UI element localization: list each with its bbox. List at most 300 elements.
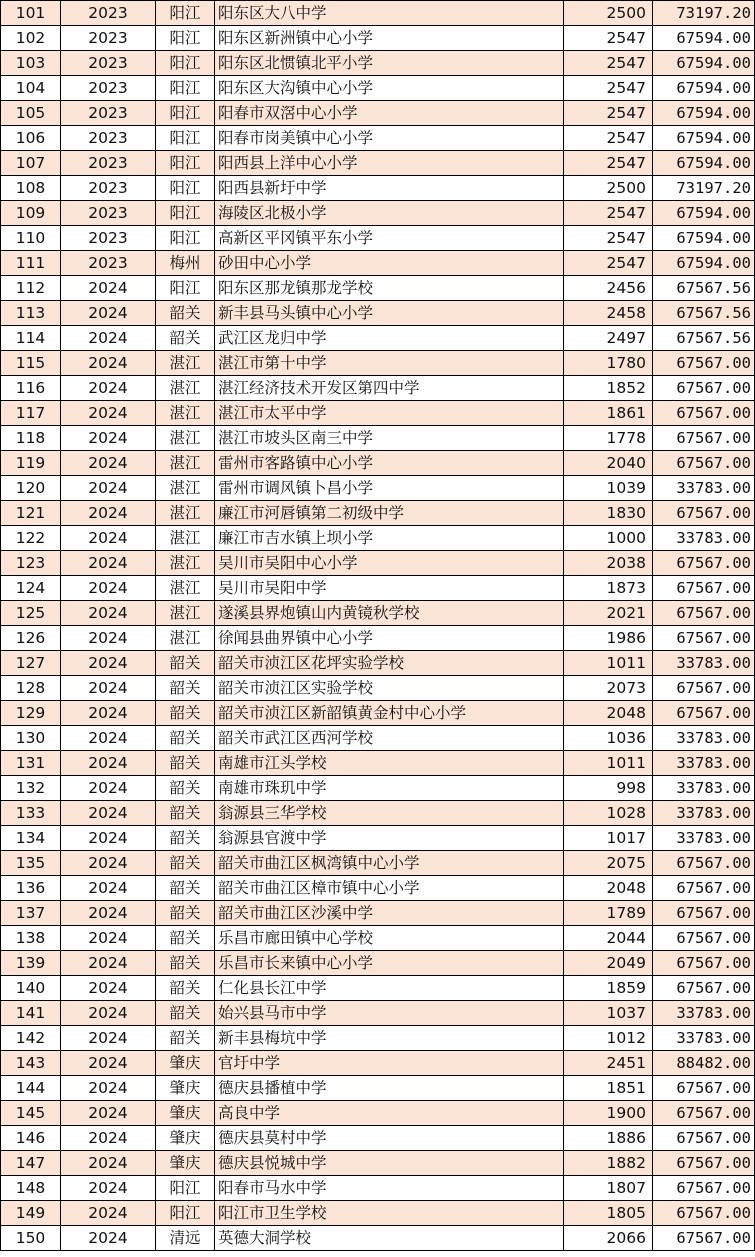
table-row — [1, 1176, 755, 1201]
amount-cell: 67594.00 — [653, 126, 755, 151]
row-index-cell: 140 — [1, 976, 61, 1001]
school-name-cell: 湛江市太平中学 — [215, 401, 564, 426]
row-index-cell: 118 — [1, 426, 61, 451]
school-name-cell: 德庆县莫村中学 — [215, 1126, 564, 1151]
year-cell: 2024 — [61, 776, 156, 801]
row-index-cell: 109 — [1, 201, 61, 226]
table-row — [1, 351, 755, 376]
count-cell: 2500 — [564, 176, 653, 201]
table-row — [1, 876, 755, 901]
table-row — [1, 1201, 755, 1226]
city-cell: 韶关 — [156, 301, 215, 326]
amount-cell: 33783.00 — [653, 476, 755, 501]
table-row — [1, 726, 755, 751]
table-row — [1, 501, 755, 526]
count-cell: 2066 — [564, 1226, 653, 1251]
city-cell: 韶关 — [156, 976, 215, 1001]
count-cell: 2038 — [564, 551, 653, 576]
row-index-cell: 113 — [1, 301, 61, 326]
amount-cell: 67567.00 — [653, 601, 755, 626]
row-index-cell: 107 — [1, 151, 61, 176]
row-index-cell: 115 — [1, 351, 61, 376]
year-cell: 2024 — [61, 526, 156, 551]
table-row — [1, 1, 755, 26]
row-index-cell: 150 — [1, 1226, 61, 1251]
row-index-cell: 139 — [1, 951, 61, 976]
city-cell: 韶关 — [156, 676, 215, 701]
table-row — [1, 301, 755, 326]
count-cell: 1778 — [564, 426, 653, 451]
school-name-cell: 雷州市调风镇卜昌小学 — [215, 476, 564, 501]
amount-cell: 67567.00 — [653, 576, 755, 601]
amount-cell: 67567.00 — [653, 551, 755, 576]
count-cell: 1861 — [564, 401, 653, 426]
school-name-cell: 阳西县新圩中学 — [215, 176, 564, 201]
count-cell: 2075 — [564, 851, 653, 876]
count-cell: 1851 — [564, 1076, 653, 1101]
school-name-cell: 阳东区大八中学 — [215, 1, 564, 26]
count-cell: 998 — [564, 776, 653, 801]
amount-cell: 73197.20 — [653, 176, 755, 201]
city-cell: 阳江 — [156, 226, 215, 251]
row-index-cell: 136 — [1, 876, 61, 901]
year-cell: 2024 — [61, 1026, 156, 1051]
city-cell: 阳江 — [156, 51, 215, 76]
school-name-cell: 徐闻县曲界镇中心小学 — [215, 626, 564, 651]
city-cell: 韶关 — [156, 701, 215, 726]
city-cell: 阳江 — [156, 26, 215, 51]
city-cell: 肇庆 — [156, 1126, 215, 1151]
amount-cell: 33783.00 — [653, 651, 755, 676]
row-index-cell: 124 — [1, 576, 61, 601]
table-row — [1, 1051, 755, 1076]
city-cell: 湛江 — [156, 351, 215, 376]
count-cell: 2547 — [564, 251, 653, 276]
school-name-cell: 阳东区大沟镇中心小学 — [215, 76, 564, 101]
city-cell: 韶关 — [156, 876, 215, 901]
year-cell: 2024 — [61, 401, 156, 426]
count-cell: 1882 — [564, 1151, 653, 1176]
year-cell: 2024 — [61, 876, 156, 901]
table-row — [1, 126, 755, 151]
city-cell: 韶关 — [156, 751, 215, 776]
school-name-cell: 武江区龙归中学 — [215, 326, 564, 351]
school-name-cell: 韶关市武江区西河学校 — [215, 726, 564, 751]
table-row — [1, 326, 755, 351]
amount-cell: 67567.00 — [653, 951, 755, 976]
amount-cell: 67567.00 — [653, 1151, 755, 1176]
count-cell: 1017 — [564, 826, 653, 851]
year-cell: 2024 — [61, 1051, 156, 1076]
row-index-cell: 102 — [1, 26, 61, 51]
row-index-cell: 125 — [1, 601, 61, 626]
city-cell: 韶关 — [156, 326, 215, 351]
count-cell: 1986 — [564, 626, 653, 651]
row-index-cell: 138 — [1, 926, 61, 951]
amount-cell: 67567.00 — [653, 1126, 755, 1151]
row-index-cell: 128 — [1, 676, 61, 701]
table-row — [1, 26, 755, 51]
city-cell: 肇庆 — [156, 1101, 215, 1126]
amount-cell: 67567.00 — [653, 351, 755, 376]
year-cell: 2024 — [61, 651, 156, 676]
year-cell: 2024 — [61, 901, 156, 926]
city-cell: 湛江 — [156, 576, 215, 601]
table-row — [1, 176, 755, 201]
city-cell: 韶关 — [156, 851, 215, 876]
count-cell: 1011 — [564, 751, 653, 776]
city-cell: 湛江 — [156, 551, 215, 576]
row-index-cell: 108 — [1, 176, 61, 201]
year-cell: 2024 — [61, 426, 156, 451]
row-index-cell: 112 — [1, 276, 61, 301]
table-row — [1, 1226, 755, 1251]
row-index-cell: 144 — [1, 1076, 61, 1101]
table-row — [1, 1126, 755, 1151]
row-index-cell: 110 — [1, 226, 61, 251]
row-index-cell: 120 — [1, 476, 61, 501]
table-row — [1, 1001, 755, 1026]
school-name-cell: 德庆县悦城中学 — [215, 1151, 564, 1176]
amount-cell: 67567.00 — [653, 1226, 755, 1251]
count-cell: 1807 — [564, 1176, 653, 1201]
year-cell: 2024 — [61, 851, 156, 876]
school-name-cell: 吴川市吴阳中学 — [215, 576, 564, 601]
count-cell: 2451 — [564, 1051, 653, 1076]
school-name-cell: 德庆县播植中学 — [215, 1076, 564, 1101]
table-row — [1, 101, 755, 126]
table-row — [1, 851, 755, 876]
row-index-cell: 117 — [1, 401, 61, 426]
count-cell: 1789 — [564, 901, 653, 926]
amount-cell: 67567.56 — [653, 326, 755, 351]
row-index-cell: 142 — [1, 1026, 61, 1051]
school-name-cell: 南雄市珠玑中学 — [215, 776, 564, 801]
amount-cell: 67567.00 — [653, 851, 755, 876]
row-index-cell: 126 — [1, 626, 61, 651]
city-cell: 肇庆 — [156, 1076, 215, 1101]
school-name-cell: 仁化县长江中学 — [215, 976, 564, 1001]
count-cell: 1028 — [564, 801, 653, 826]
count-cell: 1805 — [564, 1201, 653, 1226]
amount-cell: 67567.00 — [653, 426, 755, 451]
city-cell: 湛江 — [156, 401, 215, 426]
count-cell: 2497 — [564, 326, 653, 351]
school-name-cell: 新丰县马头镇中心小学 — [215, 301, 564, 326]
city-cell: 湛江 — [156, 626, 215, 651]
year-cell: 2024 — [61, 451, 156, 476]
count-cell: 2547 — [564, 126, 653, 151]
school-name-cell: 阳春市马水中学 — [215, 1176, 564, 1201]
table-row — [1, 451, 755, 476]
table-row — [1, 426, 755, 451]
count-cell: 2547 — [564, 76, 653, 101]
school-name-cell: 高新区平冈镇平东小学 — [215, 226, 564, 251]
city-cell: 阳江 — [156, 101, 215, 126]
year-cell: 2024 — [61, 376, 156, 401]
school-name-cell: 湛江经济技术开发区第四中学 — [215, 376, 564, 401]
city-cell: 韶关 — [156, 1026, 215, 1051]
city-cell: 韶关 — [156, 651, 215, 676]
amount-cell: 67594.00 — [653, 251, 755, 276]
row-index-cell: 106 — [1, 126, 61, 151]
year-cell: 2023 — [61, 101, 156, 126]
table-row — [1, 1076, 755, 1101]
city-cell: 韶关 — [156, 951, 215, 976]
amount-cell: 33783.00 — [653, 776, 755, 801]
count-cell: 2547 — [564, 101, 653, 126]
count-cell: 1037 — [564, 1001, 653, 1026]
row-index-cell: 123 — [1, 551, 61, 576]
table-row — [1, 751, 755, 776]
amount-cell: 67594.00 — [653, 201, 755, 226]
count-cell: 1852 — [564, 376, 653, 401]
table-row — [1, 276, 755, 301]
city-cell: 湛江 — [156, 501, 215, 526]
year-cell: 2023 — [61, 76, 156, 101]
year-cell: 2024 — [61, 951, 156, 976]
table-row — [1, 76, 755, 101]
school-name-cell: 乐昌市长来镇中心小学 — [215, 951, 564, 976]
year-cell: 2024 — [61, 626, 156, 651]
city-cell: 阳江 — [156, 176, 215, 201]
year-cell: 2024 — [61, 501, 156, 526]
amount-cell: 67594.00 — [653, 76, 755, 101]
year-cell: 2024 — [61, 601, 156, 626]
row-index-cell: 119 — [1, 451, 61, 476]
amount-cell: 67594.00 — [653, 26, 755, 51]
count-cell: 2044 — [564, 926, 653, 951]
table-row — [1, 51, 755, 76]
city-cell: 湛江 — [156, 476, 215, 501]
table-row — [1, 626, 755, 651]
count-cell: 2547 — [564, 201, 653, 226]
city-cell: 阳江 — [156, 201, 215, 226]
city-cell: 湛江 — [156, 376, 215, 401]
city-cell: 韶关 — [156, 901, 215, 926]
school-name-cell: 阳西县上洋中心小学 — [215, 151, 564, 176]
school-name-cell: 遂溪县界炮镇山内黄镜秋学校 — [215, 601, 564, 626]
amount-cell: 88482.00 — [653, 1051, 755, 1076]
year-cell: 2023 — [61, 151, 156, 176]
amount-cell: 67594.00 — [653, 226, 755, 251]
table-row — [1, 201, 755, 226]
amount-cell: 33783.00 — [653, 1026, 755, 1051]
amount-cell: 67567.00 — [653, 1101, 755, 1126]
school-name-cell: 廉江市河唇镇第二初级中学 — [215, 501, 564, 526]
school-name-cell: 海陵区北极小学 — [215, 201, 564, 226]
year-cell: 2024 — [61, 926, 156, 951]
school-name-cell: 湛江市坡头区南三中学 — [215, 426, 564, 451]
city-cell: 清远 — [156, 1226, 215, 1251]
school-name-cell: 湛江市第十中学 — [215, 351, 564, 376]
amount-cell: 67567.00 — [653, 901, 755, 926]
count-cell: 2040 — [564, 451, 653, 476]
year-cell: 2024 — [61, 826, 156, 851]
row-index-cell: 114 — [1, 326, 61, 351]
year-cell: 2024 — [61, 1151, 156, 1176]
amount-cell: 67594.00 — [653, 151, 755, 176]
row-index-cell: 103 — [1, 51, 61, 76]
table-row — [1, 901, 755, 926]
row-index-cell: 149 — [1, 1201, 61, 1226]
table-row — [1, 576, 755, 601]
year-cell: 2023 — [61, 26, 156, 51]
row-index-cell: 116 — [1, 376, 61, 401]
amount-cell: 67594.00 — [653, 51, 755, 76]
school-name-cell: 阳江市卫生学校 — [215, 1201, 564, 1226]
year-cell: 2023 — [61, 201, 156, 226]
count-cell: 1000 — [564, 526, 653, 551]
table-row — [1, 801, 755, 826]
amount-cell: 67567.56 — [653, 301, 755, 326]
city-cell: 湛江 — [156, 451, 215, 476]
year-cell: 2024 — [61, 476, 156, 501]
school-name-cell: 廉江市吉水镇上坝小学 — [215, 526, 564, 551]
table-row — [1, 701, 755, 726]
amount-cell: 67567.00 — [653, 976, 755, 1001]
amount-cell: 67567.00 — [653, 451, 755, 476]
table-row — [1, 826, 755, 851]
city-cell: 肇庆 — [156, 1151, 215, 1176]
school-name-cell: 韶关市浈江区新韶镇黄金村中心小学 — [215, 701, 564, 726]
school-name-cell: 阳春市岗美镇中心小学 — [215, 126, 564, 151]
school-name-cell: 韶关市浈江区实验学校 — [215, 676, 564, 701]
count-cell: 1036 — [564, 726, 653, 751]
amount-cell: 67594.00 — [653, 101, 755, 126]
count-cell: 2073 — [564, 676, 653, 701]
year-cell: 2023 — [61, 126, 156, 151]
count-cell: 2021 — [564, 601, 653, 626]
school-name-cell: 韶关市浈江区花坪实验学校 — [215, 651, 564, 676]
count-cell: 1011 — [564, 651, 653, 676]
amount-cell: 67567.00 — [653, 401, 755, 426]
city-cell: 韶关 — [156, 726, 215, 751]
count-cell: 2547 — [564, 26, 653, 51]
table-row — [1, 551, 755, 576]
row-index-cell: 104 — [1, 76, 61, 101]
amount-cell: 67567.00 — [653, 1201, 755, 1226]
year-cell: 2024 — [61, 1176, 156, 1201]
table-row — [1, 401, 755, 426]
row-index-cell: 122 — [1, 526, 61, 551]
table-row — [1, 226, 755, 251]
city-cell: 阳江 — [156, 1, 215, 26]
count-cell: 1886 — [564, 1126, 653, 1151]
city-cell: 韶关 — [156, 1001, 215, 1026]
year-cell: 2023 — [61, 176, 156, 201]
city-cell: 湛江 — [156, 426, 215, 451]
school-name-cell: 砂田中心小学 — [215, 251, 564, 276]
city-cell: 韶关 — [156, 826, 215, 851]
school-name-cell: 阳东区新洲镇中心小学 — [215, 26, 564, 51]
row-index-cell: 145 — [1, 1101, 61, 1126]
year-cell: 2024 — [61, 1101, 156, 1126]
row-index-cell: 101 — [1, 1, 61, 26]
row-index-cell: 132 — [1, 776, 61, 801]
count-cell: 2048 — [564, 701, 653, 726]
school-name-cell: 新丰县梅坑中学 — [215, 1026, 564, 1051]
city-cell: 阳江 — [156, 151, 215, 176]
amount-cell: 67567.00 — [653, 1176, 755, 1201]
amount-cell: 73197.20 — [653, 1, 755, 26]
row-index-cell: 133 — [1, 801, 61, 826]
count-cell: 2547 — [564, 51, 653, 76]
count-cell: 2547 — [564, 226, 653, 251]
count-cell: 1780 — [564, 351, 653, 376]
amount-cell: 67567.00 — [653, 626, 755, 651]
amount-cell: 67567.00 — [653, 876, 755, 901]
year-cell: 2024 — [61, 351, 156, 376]
row-index-cell: 146 — [1, 1126, 61, 1151]
city-cell: 湛江 — [156, 601, 215, 626]
school-name-cell: 雷州市客路镇中心小学 — [215, 451, 564, 476]
school-name-cell: 韶关市曲江区枫湾镇中心小学 — [215, 851, 564, 876]
count-cell: 1900 — [564, 1101, 653, 1126]
year-cell: 2024 — [61, 976, 156, 1001]
amount-cell: 67567.56 — [653, 276, 755, 301]
row-index-cell: 127 — [1, 651, 61, 676]
school-name-cell: 韶关市曲江区樟市镇中心小学 — [215, 876, 564, 901]
school-name-cell: 阳春市双滘中心小学 — [215, 101, 564, 126]
year-cell: 2024 — [61, 276, 156, 301]
table-body — [1, 1, 755, 1251]
table-row — [1, 1151, 755, 1176]
count-cell: 2048 — [564, 876, 653, 901]
count-cell: 1012 — [564, 1026, 653, 1051]
row-index-cell: 147 — [1, 1151, 61, 1176]
count-cell: 1859 — [564, 976, 653, 1001]
table-row — [1, 776, 755, 801]
school-name-cell: 翁源县官渡中学 — [215, 826, 564, 851]
amount-cell: 33783.00 — [653, 826, 755, 851]
row-index-cell: 105 — [1, 101, 61, 126]
table-row — [1, 651, 755, 676]
city-cell: 阳江 — [156, 1201, 215, 1226]
city-cell: 韶关 — [156, 801, 215, 826]
year-cell: 2024 — [61, 1201, 156, 1226]
row-index-cell: 129 — [1, 701, 61, 726]
count-cell: 2456 — [564, 276, 653, 301]
row-index-cell: 143 — [1, 1051, 61, 1076]
row-index-cell: 135 — [1, 851, 61, 876]
table-row — [1, 676, 755, 701]
school-name-cell: 始兴县马市中学 — [215, 1001, 564, 1026]
city-cell: 阳江 — [156, 76, 215, 101]
row-index-cell: 130 — [1, 726, 61, 751]
count-cell: 2500 — [564, 1, 653, 26]
amount-cell: 67567.00 — [653, 926, 755, 951]
count-cell: 1873 — [564, 576, 653, 601]
city-cell: 阳江 — [156, 126, 215, 151]
year-cell: 2024 — [61, 1126, 156, 1151]
count-cell: 2458 — [564, 301, 653, 326]
year-cell: 2024 — [61, 301, 156, 326]
amount-cell: 67567.00 — [653, 676, 755, 701]
table-row — [1, 601, 755, 626]
table-row — [1, 151, 755, 176]
row-index-cell: 111 — [1, 251, 61, 276]
amount-cell: 67567.00 — [653, 701, 755, 726]
school-name-cell: 韶关市曲江区沙溪中学 — [215, 901, 564, 926]
school-name-cell: 乐昌市廊田镇中心学校 — [215, 926, 564, 951]
year-cell: 2024 — [61, 726, 156, 751]
count-cell: 1039 — [564, 476, 653, 501]
year-cell: 2024 — [61, 1226, 156, 1251]
year-cell: 2023 — [61, 1, 156, 26]
table-row — [1, 376, 755, 401]
school-name-cell: 翁源县三华学校 — [215, 801, 564, 826]
